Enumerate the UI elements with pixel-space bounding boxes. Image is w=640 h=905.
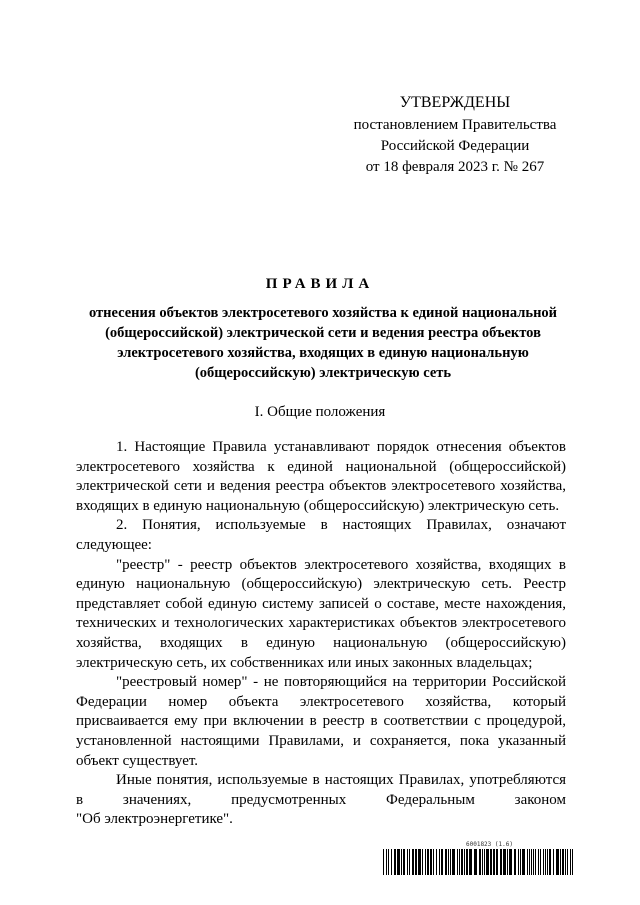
barcode-bar [461, 849, 463, 875]
barcode-bar [403, 849, 405, 875]
barcode-bar [549, 849, 551, 875]
barcode-bar [543, 849, 544, 875]
approval-heading: УТВЕРЖДЕНЫ [399, 94, 511, 111]
barcode-bar [409, 849, 410, 875]
definition-registry-number: "реестровый номер" - не повторяющийся на территории Российской Федерации номер объекта электросетевого хозяйства, который присваивается ему при включении в реестр в соответствии с процедурой, установленной настоящими Правилами, и сохраняется, пока указанный объект существует. [76, 674, 566, 769]
barcode-bar [448, 849, 449, 875]
barcode-bar [474, 849, 477, 875]
barcode-bar [407, 849, 408, 875]
document-title: ПРАВИЛА [265, 276, 375, 292]
approval-line-3: от 18 февраля 2023 г. № 267 [365, 159, 545, 175]
barcode-bar [518, 849, 519, 875]
barcode-label: 6001823 (1.6) [466, 841, 513, 848]
barcode-bar [547, 849, 548, 875]
barcode-bar [433, 849, 434, 875]
barcode-bar [486, 849, 489, 875]
barcode-bar [436, 849, 437, 875]
barcode-bar [469, 849, 472, 875]
barcode-bar [540, 849, 541, 875]
barcode-bar [529, 849, 530, 875]
barcode-bar [430, 849, 432, 875]
barcode-bar [401, 849, 402, 875]
barcode-bar [482, 849, 483, 875]
barcode-bar [538, 849, 539, 875]
barcode-bar [535, 849, 536, 875]
barcode-bar [522, 849, 525, 875]
barcode-bar [457, 849, 458, 875]
barcode-bar [452, 849, 455, 875]
approval-line-2: Российской Федерации [380, 138, 530, 154]
barcode-bar [567, 849, 568, 875]
barcode-bar [556, 849, 559, 875]
barcode-bar [496, 849, 498, 875]
barcode-bar [484, 849, 485, 875]
barcode-bar [441, 849, 443, 875]
barcode-bar [388, 849, 389, 875]
barcode-bar [565, 849, 566, 875]
barcode-bar [391, 849, 392, 875]
barcode-bar [545, 849, 546, 875]
barcode-bar [464, 849, 465, 875]
paragraph-1: 1. Настоящие Правила устанавливают порядок отнесения объектов электросетевого хозяйства к единой национальной (общероссийской) электрической сети и ведения реестра объектов электросетевого хозяйства, входящих в единую национальную (общероссийскую) электрическую сеть. [76, 439, 566, 514]
barcode-bar [445, 849, 447, 875]
approval-stamp [330, 92, 580, 178]
barcode-bar [503, 849, 506, 875]
barcode-bar [383, 849, 384, 875]
paragraph-other-terms: Иные понятия, используемые в настоящих Правилах, употребляются в значениях, предусмотренных Федеральным законом [76, 772, 566, 808]
barcode-bar [553, 849, 554, 875]
barcode-icon [383, 849, 573, 875]
definition-registry: "реестр" - реестр объектов электросетевого хозяйства, входящих в единую национальную (общероссийскую) электрическую сеть. Реестр представляет собой единую систему записей о составе, месте нахождения, технических и технологических характеристиках объектов электросетевого хозяйства, входящих в единую национальную (общероссийскую) электрическую сеть, их собственниках или иных законных владельцах; [76, 556, 566, 671]
barcode-bar [520, 849, 521, 875]
barcode-bar [493, 849, 495, 875]
barcode-bar [560, 849, 561, 875]
paragraph-2-continuation: следующее: [76, 536, 152, 553]
barcode-bar [500, 849, 502, 875]
barcode-bar [466, 849, 468, 875]
barcode-bar [572, 849, 573, 875]
barcode-bar [570, 849, 571, 875]
barcode-bar [509, 849, 512, 875]
barcode-bar [394, 849, 396, 875]
barcode-bar [397, 849, 400, 875]
barcode-bar [439, 849, 440, 875]
paragraph-other-terms-continuation: "Об электроэнергетике". [76, 811, 233, 828]
paragraph-2: 2. Понятия, используемые в настоящих Правилах, означают [116, 517, 566, 534]
barcode-bar [527, 849, 528, 875]
barcode-bar [533, 849, 534, 875]
barcode-bar [507, 849, 508, 875]
barcode-bar [386, 849, 387, 875]
barcode-bar [479, 849, 481, 875]
barcode-bar [531, 849, 532, 875]
barcode-bar [490, 849, 492, 875]
barcode-bar [514, 849, 516, 875]
document-body [76, 438, 566, 830]
approval-line-1: постановлением Правительства [353, 117, 557, 133]
barcode-bar [427, 849, 429, 875]
barcode-bar [412, 849, 414, 875]
barcode-bar [415, 849, 417, 875]
document-subtitle: отнесения объектов электросетевого хозяйства к единой национальной (общероссийской) электрической сети и ведения реестра объектов электросетевого хозяйства, входящих в единую национальную (общероссийскую) электрическую сеть [88, 305, 558, 381]
barcode-bar [450, 849, 451, 875]
barcode-bar [422, 849, 423, 875]
barcode-bar [459, 849, 460, 875]
barcode-bar [562, 849, 564, 875]
barcode-bar [418, 849, 421, 875]
section-heading: I. Общие положения [254, 404, 386, 420]
barcode-bar [425, 849, 426, 875]
